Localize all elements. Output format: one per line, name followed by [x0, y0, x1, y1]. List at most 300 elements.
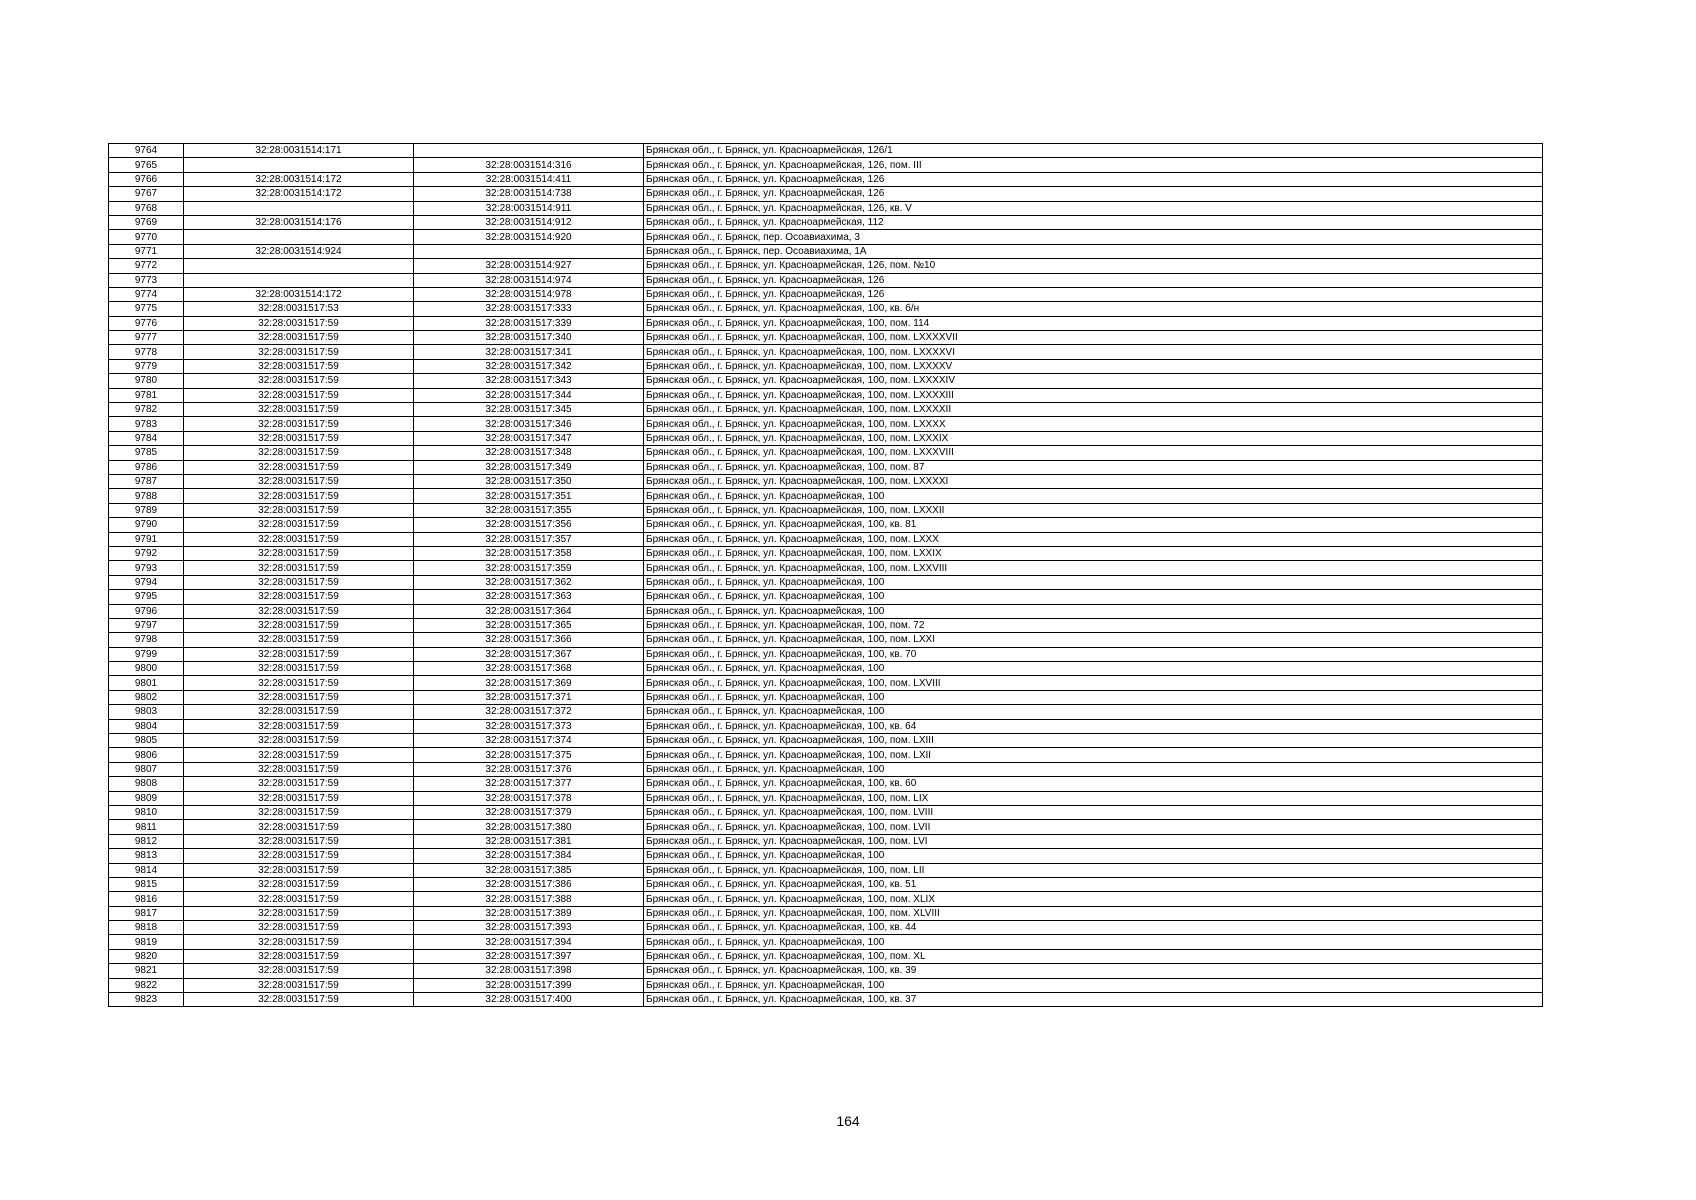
- cadastral-number-cell: 32:28:0031517:372: [414, 705, 644, 719]
- row-number-cell: 9815: [109, 877, 184, 891]
- parent-cadastral-number-cell: 32:28:0031517:59: [184, 978, 414, 992]
- row-number-cell: 9781: [109, 388, 184, 402]
- parent-cadastral-number-cell: 32:28:0031517:59: [184, 561, 414, 575]
- table-row: [109, 187, 1543, 201]
- address-cell: Брянская обл., г. Брянск, ул. Красноармейская, 126: [644, 287, 1543, 301]
- parent-cadastral-number-cell: 32:28:0031517:59: [184, 863, 414, 877]
- table-row: [109, 259, 1543, 273]
- row-number-cell: 9775: [109, 302, 184, 316]
- row-number-cell: 9796: [109, 604, 184, 618]
- cadastral-number-cell: 32:28:0031517:362: [414, 575, 644, 589]
- address-cell: Брянская обл., г. Брянск, ул. Красноармейская, 100, пом. LXXVIII: [644, 561, 1543, 575]
- address-cell: Брянская обл., г. Брянск, ул. Красноармейская, 100, пом. LXVIII: [644, 676, 1543, 690]
- cadastral-number-cell: 32:28:0031517:378: [414, 791, 644, 805]
- row-number-cell: 9820: [109, 949, 184, 963]
- table-row: [109, 230, 1543, 244]
- cadastral-number-cell: 32:28:0031517:350: [414, 474, 644, 488]
- table-row: [109, 633, 1543, 647]
- parent-cadastral-number-cell: 32:28:0031517:59: [184, 791, 414, 805]
- parent-cadastral-number-cell: 32:28:0031517:59: [184, 676, 414, 690]
- row-number-cell: 9780: [109, 374, 184, 388]
- parent-cadastral-number-cell: 32:28:0031517:59: [184, 374, 414, 388]
- row-number-cell: 9776: [109, 316, 184, 330]
- table-row: [109, 863, 1543, 877]
- row-number-cell: 9769: [109, 215, 184, 229]
- row-number-cell: 9765: [109, 158, 184, 172]
- cadastral-number-cell: 32:28:0031517:388: [414, 892, 644, 906]
- cadastral-number-cell: 32:28:0031517:343: [414, 374, 644, 388]
- address-cell: Брянская обл., г. Брянск, ул. Красноармейская, 100: [644, 575, 1543, 589]
- row-number-cell: 9821: [109, 964, 184, 978]
- parent-cadastral-number-cell: 32:28:0031517:59: [184, 777, 414, 791]
- row-number-cell: 9771: [109, 244, 184, 258]
- address-cell: Брянская обл., г. Брянск, ул. Красноармейская, 126: [644, 172, 1543, 186]
- parent-cadastral-number-cell: 32:28:0031517:59: [184, 359, 414, 373]
- table-row: [109, 834, 1543, 848]
- parent-cadastral-number-cell: 32:28:0031517:53: [184, 302, 414, 316]
- table-row: [109, 503, 1543, 517]
- parent-cadastral-number-cell: 32:28:0031517:59: [184, 446, 414, 460]
- table-row: [109, 215, 1543, 229]
- table-row: [109, 359, 1543, 373]
- address-cell: Брянская обл., г. Брянск, ул. Красноармейская, 100, кв. 70: [644, 647, 1543, 661]
- address-cell: Брянская обл., г. Брянск, ул. Красноармейская, 100, пом. LIX: [644, 791, 1543, 805]
- cadastral-number-cell: 32:28:0031517:398: [414, 964, 644, 978]
- address-cell: Брянская обл., г. Брянск, ул. Красноармейская, 100: [644, 489, 1543, 503]
- cadastral-number-cell: 32:28:0031514:974: [414, 273, 644, 287]
- registry-table: [108, 143, 1543, 1007]
- address-cell: Брянская обл., г. Брянск, ул. Красноармейская, 100, пом. LXXXX: [644, 417, 1543, 431]
- row-number-cell: 9764: [109, 144, 184, 158]
- parent-cadastral-number-cell: 32:28:0031517:59: [184, 892, 414, 906]
- parent-cadastral-number-cell: 32:28:0031517:59: [184, 877, 414, 891]
- row-number-cell: 9822: [109, 978, 184, 992]
- parent-cadastral-number-cell: 32:28:0031517:59: [184, 503, 414, 517]
- address-cell: Брянская обл., г. Брянск, ул. Красноармейская, 100, пом. LXXXXIV: [644, 374, 1543, 388]
- row-number-cell: 9817: [109, 906, 184, 920]
- row-number-cell: 9786: [109, 460, 184, 474]
- row-number-cell: 9770: [109, 230, 184, 244]
- address-cell: Брянская обл., г. Брянск, ул. Красноармейская, 100: [644, 690, 1543, 704]
- address-cell: Брянская обл., г. Брянск, ул. Красноармейская, 100, пом. 87: [644, 460, 1543, 474]
- parent-cadastral-number-cell: 32:28:0031517:59: [184, 949, 414, 963]
- row-number-cell: 9794: [109, 575, 184, 589]
- parent-cadastral-number-cell: 32:28:0031517:59: [184, 431, 414, 445]
- cadastral-number-cell: 32:28:0031514:411: [414, 172, 644, 186]
- table-row: [109, 374, 1543, 388]
- row-number-cell: 9797: [109, 618, 184, 632]
- cadastral-number-cell: 32:28:0031517:364: [414, 604, 644, 618]
- table-row: [109, 532, 1543, 546]
- table-row: [109, 647, 1543, 661]
- address-cell: Брянская обл., г. Брянск, ул. Красноармейская, 126/1: [644, 144, 1543, 158]
- cadastral-number-cell: 32:28:0031517:367: [414, 647, 644, 661]
- parent-cadastral-number-cell: 32:28:0031514:171: [184, 144, 414, 158]
- parent-cadastral-number-cell: 32:28:0031514:172: [184, 187, 414, 201]
- row-number-cell: 9777: [109, 331, 184, 345]
- cadastral-number-cell: 32:28:0031517:363: [414, 590, 644, 604]
- table-row: [109, 618, 1543, 632]
- address-cell: Брянская обл., г. Брянск, ул. Красноармейская, 100, пом. LXXI: [644, 633, 1543, 647]
- cadastral-number-cell: 32:28:0031514:920: [414, 230, 644, 244]
- table-row: [109, 820, 1543, 834]
- table-row: [109, 590, 1543, 604]
- parent-cadastral-number-cell: 32:28:0031517:59: [184, 604, 414, 618]
- cadastral-number-cell: 32:28:0031517:394: [414, 935, 644, 949]
- parent-cadastral-number-cell: 32:28:0031517:59: [184, 906, 414, 920]
- parent-cadastral-number-cell: 32:28:0031517:59: [184, 590, 414, 604]
- cadastral-number-cell: 32:28:0031517:374: [414, 734, 644, 748]
- cadastral-number-cell: 32:28:0031517:359: [414, 561, 644, 575]
- parent-cadastral-number-cell: 32:28:0031517:59: [184, 734, 414, 748]
- row-number-cell: 9768: [109, 201, 184, 215]
- table-row: [109, 676, 1543, 690]
- row-number-cell: 9806: [109, 748, 184, 762]
- address-cell: Брянская обл., г. Брянск, ул. Красноармейская, 100, пом. LVII: [644, 820, 1543, 834]
- table-row: [109, 403, 1543, 417]
- row-number-cell: 9778: [109, 345, 184, 359]
- address-cell: Брянская обл., г. Брянск, ул. Красноармейская, 100, кв. б/н: [644, 302, 1543, 316]
- row-number-cell: 9804: [109, 719, 184, 733]
- cadastral-number-cell: 32:28:0031517:400: [414, 993, 644, 1007]
- table-row: [109, 690, 1543, 704]
- parent-cadastral-number-cell: 32:28:0031517:59: [184, 647, 414, 661]
- address-cell: Брянская обл., г. Брянск, ул. Красноармейская, 100, пом. LXXXXVII: [644, 331, 1543, 345]
- cadastral-number-cell: 32:28:0031517:385: [414, 863, 644, 877]
- registry-table-body: [109, 144, 1543, 1007]
- parent-cadastral-number-cell: 32:28:0031517:59: [184, 532, 414, 546]
- cadastral-number-cell: 32:28:0031517:399: [414, 978, 644, 992]
- row-number-cell: 9805: [109, 734, 184, 748]
- cadastral-number-cell: 32:28:0031517:358: [414, 546, 644, 560]
- parent-cadastral-number-cell: 32:28:0031517:59: [184, 460, 414, 474]
- address-cell: Брянская обл., г. Брянск, ул. Красноармейская, 100, пом. XL: [644, 949, 1543, 963]
- parent-cadastral-number-cell: 32:28:0031517:59: [184, 921, 414, 935]
- row-number-cell: 9767: [109, 187, 184, 201]
- address-cell: Брянская обл., г. Брянск, ул. Красноармейская, 100, пом. LXXXIX: [644, 431, 1543, 445]
- address-cell: Брянская обл., г. Брянск, пер. Осоавиахима, 1А: [644, 244, 1543, 258]
- address-cell: Брянская обл., г. Брянск, ул. Красноармейская, 100, пом. LII: [644, 863, 1543, 877]
- row-number-cell: 9798: [109, 633, 184, 647]
- parent-cadastral-number-cell: 32:28:0031514:172: [184, 287, 414, 301]
- table-row: [109, 273, 1543, 287]
- cadastral-number-cell: 32:28:0031517:355: [414, 503, 644, 517]
- table-row: [109, 172, 1543, 186]
- parent-cadastral-number-cell: 32:28:0031517:59: [184, 618, 414, 632]
- row-number-cell: 9812: [109, 834, 184, 848]
- cadastral-number-cell: 32:28:0031514:978: [414, 287, 644, 301]
- row-number-cell: 9800: [109, 662, 184, 676]
- cadastral-number-cell: 32:28:0031517:349: [414, 460, 644, 474]
- address-cell: Брянская обл., г. Брянск, ул. Красноармейская, 126: [644, 187, 1543, 201]
- row-number-cell: 9795: [109, 590, 184, 604]
- parent-cadastral-number-cell: 32:28:0031517:59: [184, 633, 414, 647]
- row-number-cell: 9785: [109, 446, 184, 460]
- row-number-cell: 9783: [109, 417, 184, 431]
- cadastral-number-cell: 32:28:0031517:380: [414, 820, 644, 834]
- row-number-cell: 9792: [109, 546, 184, 560]
- parent-cadastral-number-cell: 32:28:0031514:172: [184, 172, 414, 186]
- table-row: [109, 489, 1543, 503]
- address-cell: Брянская обл., г. Брянск, ул. Красноармейская, 126, пом. №10: [644, 259, 1543, 273]
- row-number-cell: 9801: [109, 676, 184, 690]
- address-cell: Брянская обл., г. Брянск, ул. Красноармейская, 100, пом. 72: [644, 618, 1543, 632]
- address-cell: Брянская обл., г. Брянск, ул. Красноармейская, 100, кв. 51: [644, 877, 1543, 891]
- row-number-cell: 9814: [109, 863, 184, 877]
- row-number-cell: 9816: [109, 892, 184, 906]
- address-cell: Брянская обл., г. Брянск, ул. Красноармейская, 100, кв. 64: [644, 719, 1543, 733]
- parent-cadastral-number-cell: 32:28:0031517:59: [184, 993, 414, 1007]
- cadastral-number-cell: 32:28:0031517:342: [414, 359, 644, 373]
- cadastral-number-cell: 32:28:0031517:368: [414, 662, 644, 676]
- parent-cadastral-number-cell: 32:28:0031517:59: [184, 690, 414, 704]
- table-row: [109, 604, 1543, 618]
- table-row: [109, 662, 1543, 676]
- page-number: 164: [836, 1113, 860, 1129]
- row-number-cell: 9782: [109, 403, 184, 417]
- address-cell: Брянская обл., г. Брянск, ул. Красноармейская, 126, пом. III: [644, 158, 1543, 172]
- cadastral-number-cell: 32:28:0031517:384: [414, 849, 644, 863]
- row-number-cell: 9813: [109, 849, 184, 863]
- table-row: [109, 805, 1543, 819]
- address-cell: Брянская обл., г. Брянск, ул. Красноармейская, 100, пом. LXXXXI: [644, 474, 1543, 488]
- cadastral-number-cell: 32:28:0031517:397: [414, 949, 644, 963]
- row-number-cell: 9810: [109, 805, 184, 819]
- address-cell: Брянская обл., г. Брянск, ул. Красноармейская, 100: [644, 590, 1543, 604]
- table-row: [109, 748, 1543, 762]
- row-number-cell: 9791: [109, 532, 184, 546]
- table-row: [109, 877, 1543, 891]
- row-number-cell: 9784: [109, 431, 184, 445]
- address-cell: Брянская обл., г. Брянск, ул. Красноармейская, 100: [644, 604, 1543, 618]
- address-cell: Брянская обл., г. Брянск, ул. Красноармейская, 100, пом. XLIX: [644, 892, 1543, 906]
- cadastral-number-cell: 32:28:0031514:912: [414, 215, 644, 229]
- parent-cadastral-number-cell: 32:28:0031517:59: [184, 575, 414, 589]
- table-row: [109, 244, 1543, 258]
- table-row: [109, 575, 1543, 589]
- parent-cadastral-number-cell: 32:28:0031517:59: [184, 417, 414, 431]
- table-row: [109, 791, 1543, 805]
- cadastral-number-cell: 32:28:0031517:366: [414, 633, 644, 647]
- cadastral-number-cell: 32:28:0031517:351: [414, 489, 644, 503]
- table-row: [109, 734, 1543, 748]
- row-number-cell: 9803: [109, 705, 184, 719]
- address-cell: Брянская обл., г. Брянск, ул. Красноармейская, 100: [644, 662, 1543, 676]
- cadastral-number-cell: 32:28:0031517:340: [414, 331, 644, 345]
- address-cell: Брянская обл., г. Брянск, ул. Красноармейская, 100, пом. LXXXVIII: [644, 446, 1543, 460]
- row-number-cell: 9811: [109, 820, 184, 834]
- address-cell: Брянская обл., г. Брянск, ул. Красноармейская, 100: [644, 978, 1543, 992]
- table-row: [109, 705, 1543, 719]
- table-row: [109, 906, 1543, 920]
- cadastral-number-cell: 32:28:0031514:316: [414, 158, 644, 172]
- parent-cadastral-number-cell: 32:28:0031517:59: [184, 849, 414, 863]
- address-cell: Брянская обл., г. Брянск, ул. Красноармейская, 126: [644, 273, 1543, 287]
- address-cell: Брянская обл., г. Брянск, ул. Красноармейская, 100, пом. LXXIX: [644, 546, 1543, 560]
- cadastral-number-cell: 32:28:0031517:377: [414, 777, 644, 791]
- address-cell: Брянская обл., г. Брянск, ул. Красноармейская, 100, кв. 44: [644, 921, 1543, 935]
- address-cell: Брянская обл., г. Брянск, ул. Красноармейская, 112: [644, 215, 1543, 229]
- parent-cadastral-number-cell: 32:28:0031517:59: [184, 834, 414, 848]
- row-number-cell: 9774: [109, 287, 184, 301]
- table-row: [109, 546, 1543, 560]
- address-cell: Брянская обл., г. Брянск, ул. Красноармейская, 100, пом. LXXXXIII: [644, 388, 1543, 402]
- address-cell: Брянская обл., г. Брянск, ул. Красноармейская, 100: [644, 849, 1543, 863]
- address-cell: Брянская обл., г. Брянск, ул. Красноармейская, 100, пом. LXXXXVI: [644, 345, 1543, 359]
- cadastral-number-cell: 32:28:0031517:357: [414, 532, 644, 546]
- cadastral-number-cell: 32:28:0031517:356: [414, 518, 644, 532]
- parent-cadastral-number-cell: 32:28:0031517:59: [184, 805, 414, 819]
- address-cell: Брянская обл., г. Брянск, ул. Красноармейская, 100, пом. LVIII: [644, 805, 1543, 819]
- row-number-cell: 9807: [109, 762, 184, 776]
- parent-cadastral-number-cell: [184, 201, 414, 215]
- table-row: [109, 201, 1543, 215]
- parent-cadastral-number-cell: [184, 230, 414, 244]
- cadastral-number-cell: 32:28:0031514:927: [414, 259, 644, 273]
- address-cell: Брянская обл., г. Брянск, ул. Красноармейская, 100, кв. 81: [644, 518, 1543, 532]
- address-cell: Брянская обл., г. Брянск, ул. Красноармейская, 100, кв. 60: [644, 777, 1543, 791]
- cadastral-number-cell: 32:28:0031517:381: [414, 834, 644, 848]
- cadastral-number-cell: [414, 244, 644, 258]
- row-number-cell: 9773: [109, 273, 184, 287]
- table-row: [109, 849, 1543, 863]
- address-cell: Брянская обл., г. Брянск, пер. Осоавиахима, 3: [644, 230, 1543, 244]
- table-row: [109, 892, 1543, 906]
- table-row: [109, 446, 1543, 460]
- parent-cadastral-number-cell: 32:28:0031517:59: [184, 935, 414, 949]
- address-cell: Брянская обл., г. Брянск, ул. Красноармейская, 100, кв. 39: [644, 964, 1543, 978]
- cadastral-number-cell: 32:28:0031517:344: [414, 388, 644, 402]
- address-cell: Брянская обл., г. Брянск, ул. Красноармейская, 100, пом. LVI: [644, 834, 1543, 848]
- cadastral-number-cell: 32:28:0031517:365: [414, 618, 644, 632]
- address-cell: Брянская обл., г. Брянск, ул. Красноармейская, 100, пом. LXXXXII: [644, 403, 1543, 417]
- cadastral-number-cell: 32:28:0031517:389: [414, 906, 644, 920]
- parent-cadastral-number-cell: 32:28:0031517:59: [184, 474, 414, 488]
- table-row: [109, 287, 1543, 301]
- parent-cadastral-number-cell: 32:28:0031517:59: [184, 762, 414, 776]
- parent-cadastral-number-cell: 32:28:0031514:176: [184, 215, 414, 229]
- cadastral-number-cell: 32:28:0031517:348: [414, 446, 644, 460]
- parent-cadastral-number-cell: 32:28:0031517:59: [184, 719, 414, 733]
- table-row: [109, 777, 1543, 791]
- cadastral-number-cell: 32:28:0031517:393: [414, 921, 644, 935]
- row-number-cell: 9779: [109, 359, 184, 373]
- address-cell: Брянская обл., г. Брянск, ул. Красноармейская, 126, кв. V: [644, 201, 1543, 215]
- table-row: [109, 144, 1543, 158]
- address-cell: Брянская обл., г. Брянск, ул. Красноармейская, 100, пом. LXXX: [644, 532, 1543, 546]
- parent-cadastral-number-cell: 32:28:0031517:59: [184, 403, 414, 417]
- table-row: [109, 302, 1543, 316]
- table-row: [109, 345, 1543, 359]
- row-number-cell: 9790: [109, 518, 184, 532]
- cadastral-number-cell: 32:28:0031517:341: [414, 345, 644, 359]
- table-row: [109, 921, 1543, 935]
- cadastral-number-cell: 32:28:0031517:373: [414, 719, 644, 733]
- address-cell: Брянская обл., г. Брянск, ул. Красноармейская, 100, пом. LXIII: [644, 734, 1543, 748]
- table-row: [109, 331, 1543, 345]
- cadastral-number-cell: 32:28:0031517:333: [414, 302, 644, 316]
- parent-cadastral-number-cell: 32:28:0031517:59: [184, 705, 414, 719]
- cadastral-number-cell: 32:28:0031517:379: [414, 805, 644, 819]
- parent-cadastral-number-cell: 32:28:0031517:59: [184, 546, 414, 560]
- row-number-cell: 9802: [109, 690, 184, 704]
- table-row: [109, 316, 1543, 330]
- row-number-cell: 9808: [109, 777, 184, 791]
- address-cell: Брянская обл., г. Брянск, ул. Красноармейская, 100: [644, 705, 1543, 719]
- cadastral-number-cell: 32:28:0031517:375: [414, 748, 644, 762]
- table-row: [109, 719, 1543, 733]
- table-row: [109, 474, 1543, 488]
- address-cell: Брянская обл., г. Брянск, ул. Красноармейская, 100, пом. XLVIII: [644, 906, 1543, 920]
- cadastral-number-cell: 32:28:0031517:346: [414, 417, 644, 431]
- address-cell: Брянская обл., г. Брянск, ул. Красноармейская, 100, пом. LXII: [644, 748, 1543, 762]
- address-cell: Брянская обл., г. Брянск, ул. Красноармейская, 100: [644, 762, 1543, 776]
- parent-cadastral-number-cell: 32:28:0031517:59: [184, 662, 414, 676]
- parent-cadastral-number-cell: 32:28:0031517:59: [184, 316, 414, 330]
- row-number-cell: 9772: [109, 259, 184, 273]
- parent-cadastral-number-cell: 32:28:0031517:59: [184, 820, 414, 834]
- address-cell: Брянская обл., г. Брянск, ул. Красноармейская, 100: [644, 935, 1543, 949]
- row-number-cell: 9799: [109, 647, 184, 661]
- table-row: [109, 949, 1543, 963]
- table-row: [109, 978, 1543, 992]
- parent-cadastral-number-cell: 32:28:0031517:59: [184, 518, 414, 532]
- parent-cadastral-number-cell: 32:28:0031517:59: [184, 964, 414, 978]
- table-row: [109, 431, 1543, 445]
- address-cell: Брянская обл., г. Брянск, ул. Красноармейская, 100, кв. 37: [644, 993, 1543, 1007]
- cadastral-number-cell: [414, 144, 644, 158]
- table-row: [109, 993, 1543, 1007]
- parent-cadastral-number-cell: [184, 158, 414, 172]
- table-row: [109, 158, 1543, 172]
- cadastral-number-cell: 32:28:0031517:376: [414, 762, 644, 776]
- address-cell: Брянская обл., г. Брянск, ул. Красноармейская, 100, пом. LXXXXV: [644, 359, 1543, 373]
- cadastral-number-cell: 32:28:0031517:371: [414, 690, 644, 704]
- table-row: [109, 518, 1543, 532]
- table-row: [109, 762, 1543, 776]
- row-number-cell: 9766: [109, 172, 184, 186]
- parent-cadastral-number-cell: 32:28:0031517:59: [184, 345, 414, 359]
- cadastral-number-cell: 32:28:0031514:911: [414, 201, 644, 215]
- cadastral-number-cell: 32:28:0031514:738: [414, 187, 644, 201]
- table-row: [109, 417, 1543, 431]
- row-number-cell: 9823: [109, 993, 184, 1007]
- row-number-cell: 9793: [109, 561, 184, 575]
- row-number-cell: 9819: [109, 935, 184, 949]
- table-row: [109, 561, 1543, 575]
- row-number-cell: 9809: [109, 791, 184, 805]
- cadastral-number-cell: 32:28:0031517:339: [414, 316, 644, 330]
- parent-cadastral-number-cell: 32:28:0031517:59: [184, 331, 414, 345]
- address-cell: Брянская обл., г. Брянск, ул. Красноармейская, 100, пом. LXXXII: [644, 503, 1543, 517]
- table-row: [109, 964, 1543, 978]
- table-row: [109, 935, 1543, 949]
- cadastral-number-cell: 32:28:0031517:386: [414, 877, 644, 891]
- address-cell: Брянская обл., г. Брянск, ул. Красноармейская, 100, пом. 114: [644, 316, 1543, 330]
- parent-cadastral-number-cell: 32:28:0031517:59: [184, 489, 414, 503]
- parent-cadastral-number-cell: [184, 273, 414, 287]
- parent-cadastral-number-cell: 32:28:0031514:924: [184, 244, 414, 258]
- row-number-cell: 9787: [109, 474, 184, 488]
- parent-cadastral-number-cell: 32:28:0031517:59: [184, 388, 414, 402]
- cadastral-number-cell: 32:28:0031517:347: [414, 431, 644, 445]
- row-number-cell: 9789: [109, 503, 184, 517]
- parent-cadastral-number-cell: [184, 259, 414, 273]
- table-row: [109, 460, 1543, 474]
- cadastral-number-cell: 32:28:0031517:369: [414, 676, 644, 690]
- parent-cadastral-number-cell: 32:28:0031517:59: [184, 748, 414, 762]
- cadastral-number-cell: 32:28:0031517:345: [414, 403, 644, 417]
